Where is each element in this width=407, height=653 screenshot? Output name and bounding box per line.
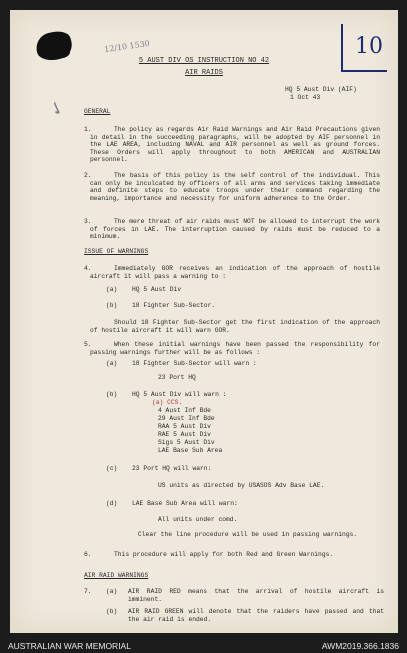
para-number: 1. (84, 126, 92, 133)
heading-issue-of-warnings: ISSUE OF WARNINGS (84, 248, 149, 255)
item-label: (a) (106, 360, 118, 367)
heading-general: GENERAL (84, 108, 111, 115)
item-label: (a) (106, 588, 118, 595)
paragraph-1: The policy as regards Air Raid Warnings and Air Raid Precautions given in detail in the succeeding paragraphs, will be adopted by AIF personnel in the LAE AREA, including NAVAL and AIR personnel as well as ground forces. These Orders will apply throughout to both AMERICAN and AUSTRALIAN personnel. (90, 126, 380, 163)
item-label: (d) (106, 500, 118, 507)
warn-recipient: 23 Port HQ (158, 374, 196, 381)
paragraph-4: Immediately GOR receives an indication of the approach of hostile aircraft it will pass a warning to : (90, 265, 380, 280)
item-label: (b) (106, 608, 118, 615)
warn-recipient: 18 Fighter Sub-Sector. (132, 302, 216, 309)
warn-recipient: All units under comd. (158, 516, 238, 523)
document-date: 1 Oct 43 (290, 94, 321, 101)
item-label: (b) (106, 391, 118, 398)
item-label: (b) (106, 302, 118, 309)
para-number: 3. (84, 218, 92, 225)
document-title: 5 AUST DIV OS INSTRUCTION NO 42 (138, 57, 270, 65)
pencil-annotation: 12/10 1530 (103, 38, 151, 55)
paragraph-7b: AIR RAID GREEN will denote that the raiders have passed and that the air raid is ended. (128, 608, 384, 623)
warn-source: LAE Base Sub Area will warn: (132, 500, 238, 507)
warn-source: 23 Port HQ will warn: (132, 465, 212, 472)
paragraph-7a: AIR RAID RED means that the arrival of hostile aircraft is imminent. (128, 588, 384, 603)
heading-air-raid-warnings: AIR RAID WARNINGS (84, 572, 149, 579)
document-page (10, 10, 398, 633)
handwritten-annotation: (a) CCS. (152, 399, 183, 406)
warn-recipient: RAE 5 Aust Div (158, 431, 211, 438)
paragraph-6: This procedure will apply for both Red and Green Warnings. (114, 551, 334, 558)
item-label: (c) (106, 465, 118, 472)
warn-recipient: 4 Aust Inf Bde (158, 407, 211, 414)
para-number: 4. (84, 265, 92, 272)
footer-accession-number: AWM2019.366.1836 (321, 641, 399, 651)
pencil-tick-mark: ✓ (44, 96, 71, 121)
warn-recipient: Sigs 5 Aust Div (158, 439, 215, 446)
paragraph-3: The mere threat of air raids must NOT be allowed to interrupt the work of forces in LAE. The interruption caused by raids must be reduced to a minimum. (90, 218, 380, 240)
item-label: (a) (106, 286, 118, 293)
document-subtitle: AIR RAIDS (185, 69, 223, 77)
paragraph-5-note: Clear the line procedure will be used in passing warnings. (138, 531, 358, 538)
paragraph-4-note: Should 18 Fighter Sub-Sector get the first indication of the approach of hostile aircraft it will warn GOR. (90, 319, 380, 334)
warn-recipient: RAA 5 Aust Div (158, 423, 211, 430)
warn-recipient: US units as directed by USASOS Adv Base LAE. (158, 482, 325, 489)
archive-footer (0, 638, 407, 653)
paragraph-5: When these initial warnings have been passed the responsibility for passing warnings further will be as follows : (90, 341, 380, 356)
warn-source: 18 Fighter Sub-Sector will warn : (132, 360, 257, 367)
warn-recipient: LAE Base Sub Area (158, 447, 223, 454)
para-number: 2. (84, 172, 92, 179)
para-number: 5. (84, 341, 92, 348)
warn-source: HQ 5 Aust Div will warn : (132, 391, 227, 398)
warn-recipient: 29 Aust Inf Bde (158, 415, 215, 422)
footer-institution: AUSTRALIAN WAR MEMORIAL (8, 641, 131, 651)
paragraph-2: The basis of this policy is the self control of the individual. This can only be inculcated by officers of all arms and services taking immediate and definite steps to educate troops under their command regarding the meaning, importance and necessity for uniform adherence to the Order. (90, 172, 380, 202)
warn-recipient: HQ 5 Aust Div (132, 286, 182, 293)
para-number: 6. (84, 551, 92, 558)
para-number: 7. (84, 588, 92, 595)
folio-number: 10 (355, 34, 383, 59)
issuing-hq: HQ 5 Aust Div (AIF) (285, 86, 357, 93)
